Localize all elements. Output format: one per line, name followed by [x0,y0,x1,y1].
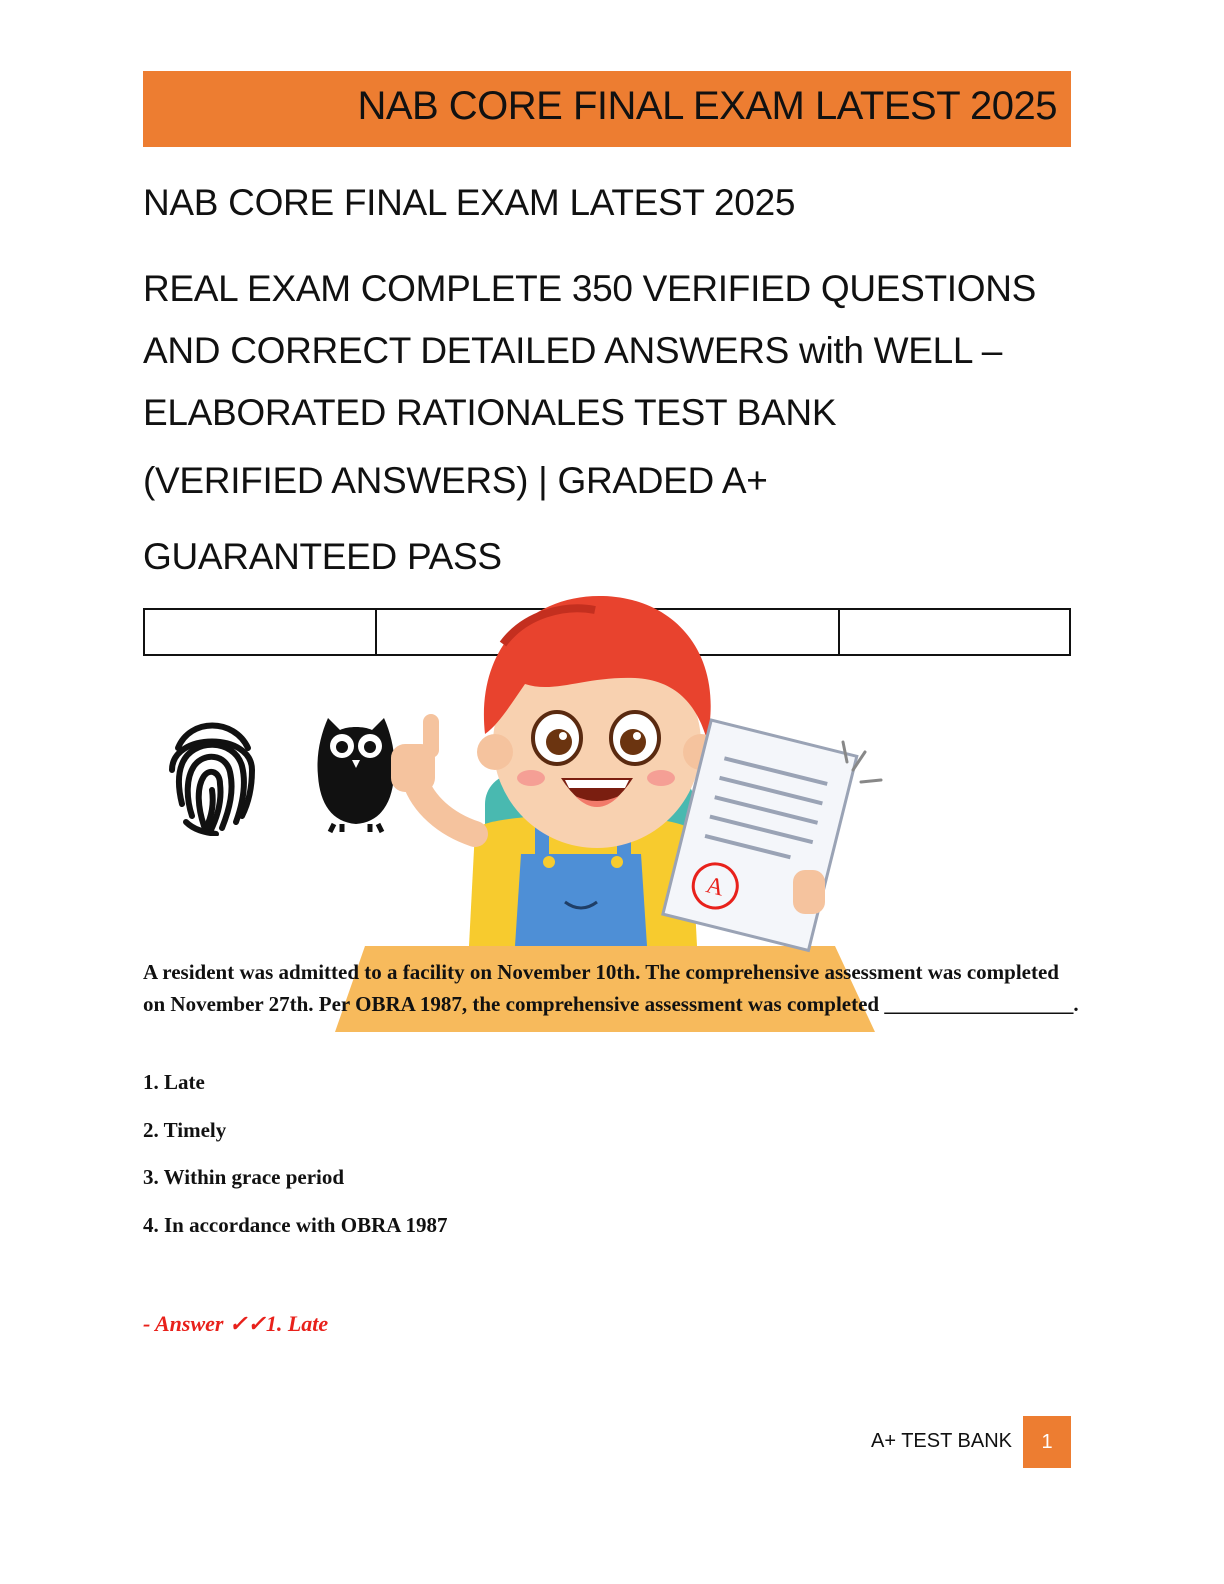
option-4: 4. In accordance with OBRA 1987 [143,1213,448,1237]
header-banner-title: NAB CORE FINAL EXAM LATEST 2025 [357,84,1057,128]
doc-title-line-6: GUARANTEED PASS [143,536,502,577]
doc-title-main [143,258,1083,444]
footer-label: A+ TEST BANK [871,1430,1012,1452]
fingerprint-icon [164,708,260,836]
option-2: 2. Timely [143,1118,227,1142]
doc-title-line-3: AND CORRECT DETAILED ANSWERS with WELL – [143,330,1003,371]
page-number-badge [1023,1416,1071,1468]
answer-text: - Answer ✓✓1. Late [143,1311,329,1336]
svg-text:A: A [703,872,727,902]
option-3: 3. Within grace period [143,1165,345,1189]
page-number: 1 [1041,1430,1053,1453]
doc-title-line-2: REAL EXAM COMPLETE 350 VERIFIED QUESTIONS [143,268,1037,309]
header-banner [143,71,1071,147]
doc-title-line-5: (VERIFIED ANSWERS) | GRADED A+ [143,460,768,501]
doc-title-line-4: ELABORATED RATIONALES TEST BANK [143,392,837,433]
doc-title-line-1: NAB CORE FINAL EXAM LATEST 2025 [143,182,796,223]
question-text: A resident was admitted to a facility on November 10th. The comprehensive assessment was completed on November 27th. Per OBRA 1987, the comprehensive assessment was completed __________________. [143,960,1079,1016]
option-1: 1. Late [143,1070,205,1094]
